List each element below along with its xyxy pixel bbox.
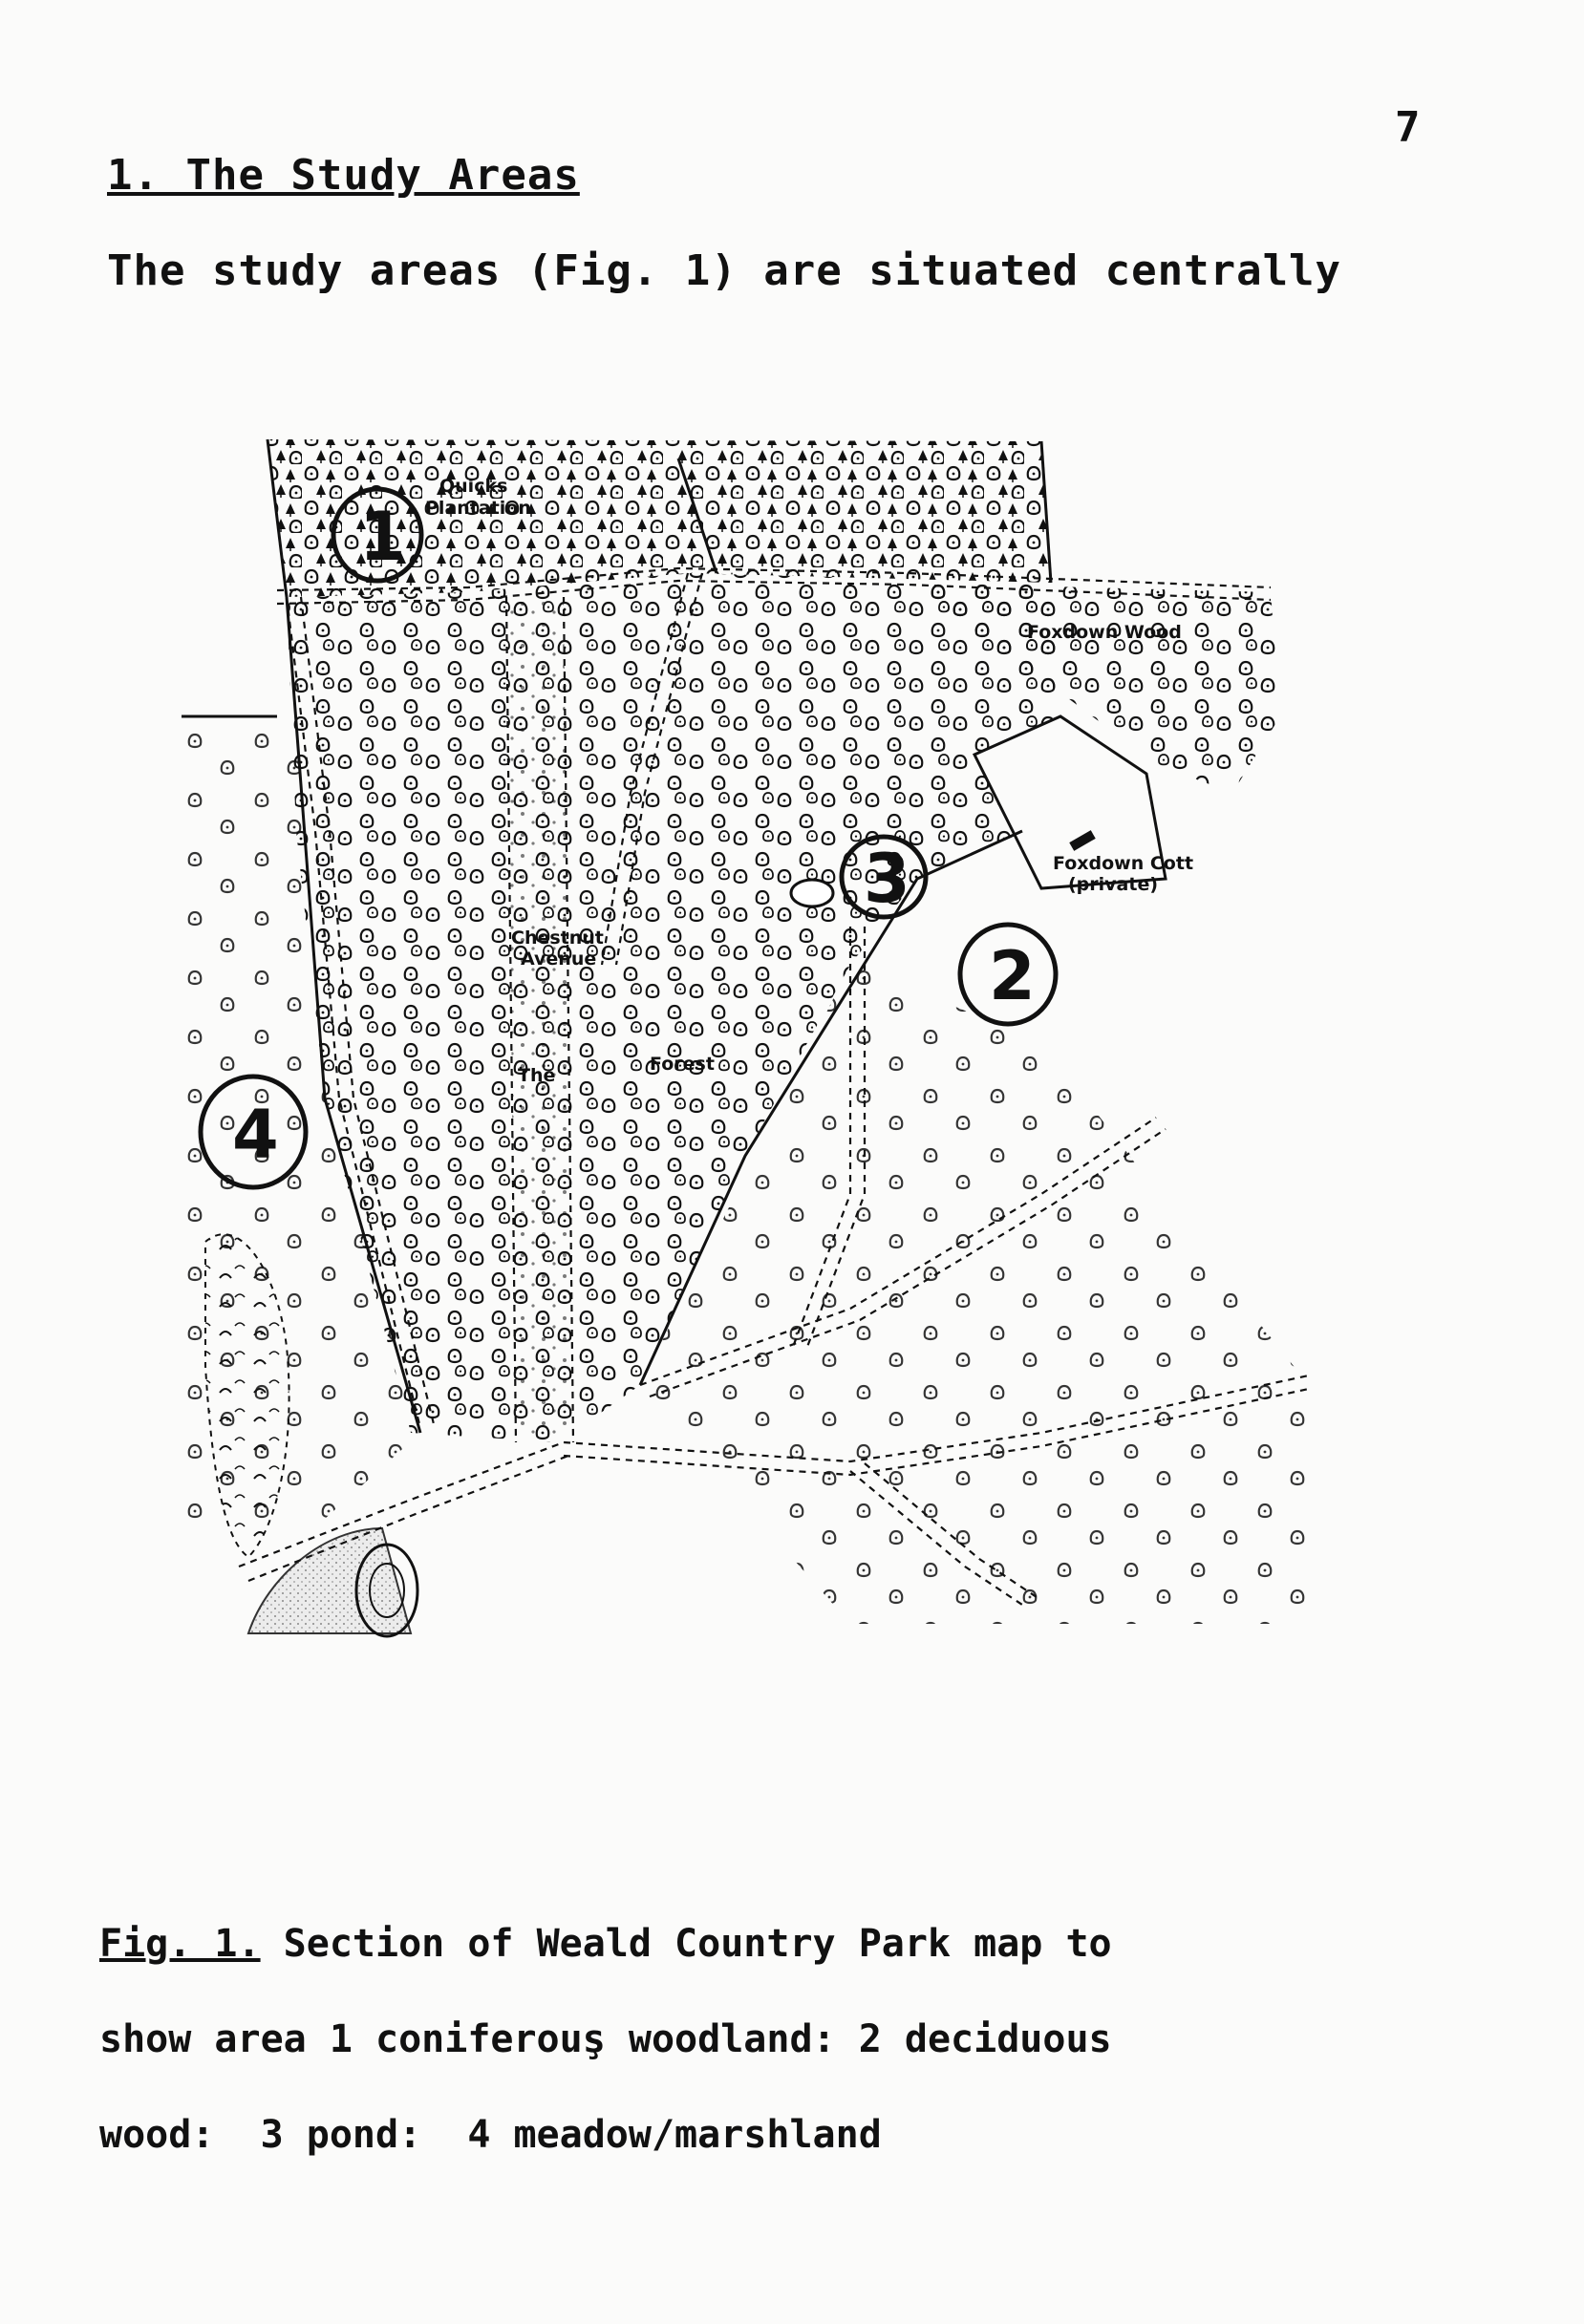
svg-text:4: 4: [232, 1096, 279, 1174]
svg-text:3: 3: [864, 840, 910, 918]
section-heading: 1. The Study Areas: [107, 151, 580, 200]
weald-country-park-map: [182, 430, 1309, 1710]
caption-line-1: [99, 1920, 1456, 1968]
label-avenue: Avenue: [521, 949, 597, 970]
svg-text:1: 1: [359, 498, 406, 576]
figure-label: Fig. 1.: [99, 1922, 261, 1966]
page-number: 7: [1395, 103, 1421, 152]
caption-line-2: show area 1 coniferouş woodland: 2 deciduous: [99, 2017, 1112, 2061]
label-plantation: Plantation: [425, 498, 531, 519]
intro-paragraph: The study areas (Fig. 1) are situated centrally: [107, 246, 1342, 295]
caption-line-1-text: Section of Weald Country Park map to: [260, 1922, 1112, 1966]
label-the: The: [518, 1065, 556, 1086]
svg-text:2: 2: [989, 937, 1036, 1015]
label-quicks: Quicks: [439, 476, 508, 497]
label-foxdown-wood: Foxdown Wood: [1027, 622, 1182, 643]
pond: [791, 880, 833, 906]
label-private: (private): [1068, 874, 1159, 895]
caption-line-3: wood: 3 pond: 4 meadow/marshland: [99, 2113, 882, 2157]
label-chestnut: Chestnut: [511, 927, 604, 949]
label-foxdown-cott: Foxdown Cott: [1053, 853, 1194, 874]
label-forest: Forest: [650, 1054, 715, 1075]
figure-caption: [99, 1872, 1456, 2207]
